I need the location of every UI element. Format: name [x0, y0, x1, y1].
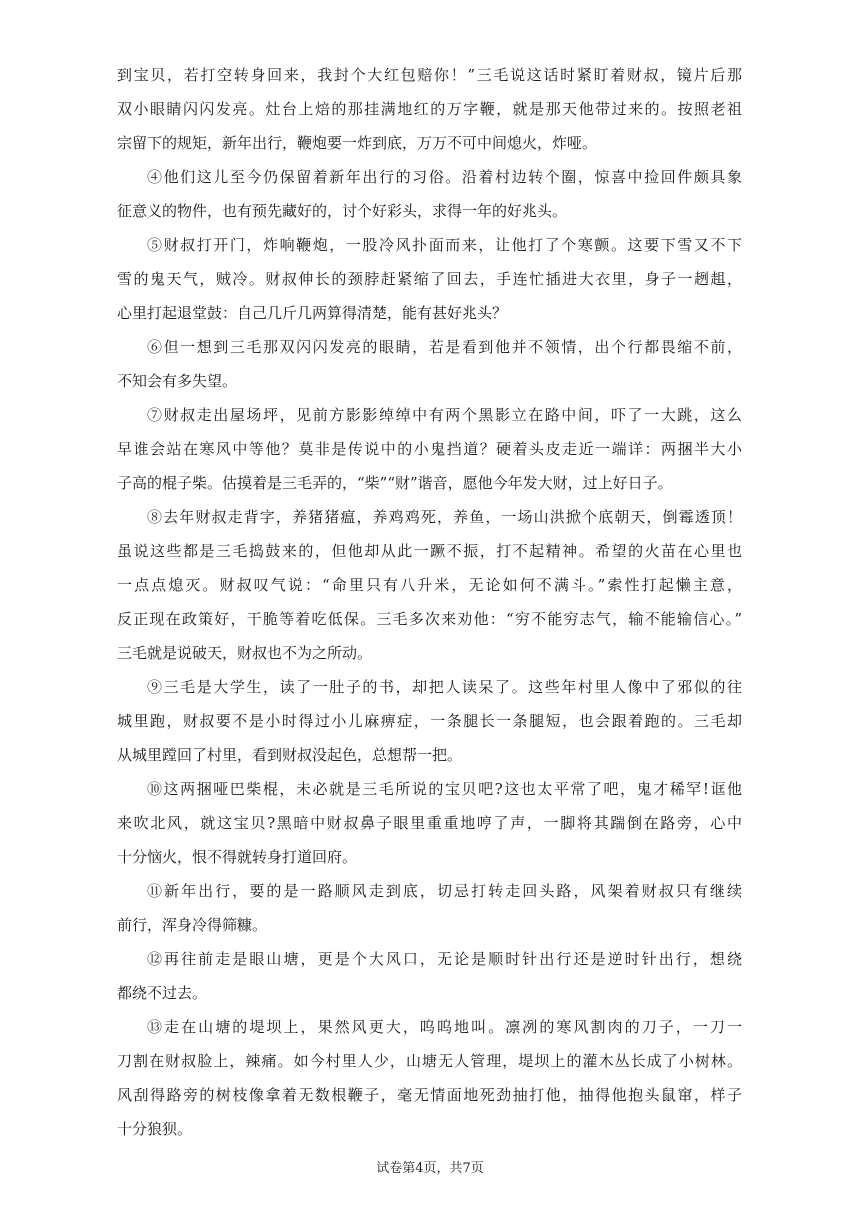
- text-line: 虽说这些都是三毛捣鼓来的，但他却从此一蹶不振，打不起精神。希望的火苗在心里也: [117, 542, 742, 560]
- paragraph: [117, 874, 742, 942]
- text-line: 三毛就是说破天，财叔也不为之所动。: [117, 644, 373, 662]
- paragraph: [117, 228, 742, 330]
- text-line: 宗留下的规矩，新年出行，鞭炮要一炸到底，万万不可中间熄火，炸哑。: [117, 134, 598, 152]
- text-line: ⑤财叔打开门，炸响鞭炮，一股冷风扑面而来，让他打了个寒颤。这要下雪又不下: [147, 236, 742, 254]
- text-line: ⑫再往前走是眼山塘，更是个大风口，无论是顺时针出行还是逆时针出行，想绕: [147, 950, 742, 968]
- text-line: 从城里蹚回了村里，看到财叔没起色，总想帮一把。: [117, 746, 463, 764]
- text-line: 十分狼狈。: [117, 1120, 193, 1138]
- text-line: 到宝贝，若打空转身回来，我封个大红包赔你！”三毛说这话时紧盯着财叔，镜片后那: [117, 66, 742, 84]
- text-line: 风刮得路旁的树枝像拿着无数根鞭子，毫无情面地死劲抽打他，抽得他抱头鼠窜，样子: [117, 1086, 742, 1104]
- paragraph: [117, 772, 742, 874]
- text-line: 来吹北风，就这宝贝?黑暗中财叔鼻子眼里重重地哼了声，一脚将其踹倒在路旁，心中: [117, 814, 742, 832]
- text-line: 刀割在财叔脸上，辣痛。如今村里人少，山塘无人管理，堤坝上的灌木丛长成了小树林。: [117, 1052, 742, 1070]
- paragraph: [117, 330, 742, 398]
- text-line: ⑨三毛是大学生，读了一肚子的书，却把人读呆了。这些年村里人像中了邪似的往: [147, 678, 742, 696]
- paragraph: [117, 670, 742, 772]
- text-line: 城里跑，财叔要不是小时得过小儿麻痹症，一条腿长一条腿短，也会跟着跑的。三毛却: [117, 712, 742, 730]
- text-line: 前行，浑身冷得筛糠。: [117, 916, 268, 934]
- text-line: ⑩这两捆哑巴柴棍，未必就是三毛所说的宝贝吧?这也太平常了吧，鬼才稀罕!诓他: [147, 780, 742, 798]
- text-line: 子高的棍子柴。估摸着是三毛弄的，“柴”“财”谐音，愿他今年发大财，过上好日子。: [117, 474, 673, 492]
- text-line: 早谁会站在寒风中等他？莫非是传说中的小鬼挡道？硬着头皮走近一端详：两捆半大小: [117, 440, 742, 458]
- text-line: ⑧去年财叔走背字，养猪猪瘟，养鸡鸡死，养鱼，一场山洪掀个底朝天，倒霉透顶！: [147, 508, 742, 526]
- text-line: ⑬走在山塘的堤坝上，果然风更大，呜呜地叫。凛冽的寒风割肉的刀子，一刀一: [147, 1018, 742, 1036]
- paragraph: [117, 160, 742, 228]
- text-line: 双小眼睛闪闪发亮。灶台上焙的那挂满地红的万字鞭，就是那天他带过来的。按照老祖: [117, 100, 742, 118]
- text-line: 反正现在政策好，干脆等着吃低保。三毛多次来劝他：“穷不能穷志气，输不能输信心。”: [117, 610, 742, 628]
- text-line: 心里打起退堂鼓：自己几斤几两算得清楚，能有甚好兆头？: [117, 304, 508, 322]
- paragraph: [117, 398, 742, 500]
- text-line: 一点点熄灭。财叔叹气说：“命里只有八升米，无论如何不满斗。”索性打起懒主意，: [117, 576, 742, 594]
- text-line: 征意义的物件，也有预先藏好的，讨个好彩头，求得一年的好兆头。: [117, 202, 568, 220]
- paragraph: [117, 1010, 742, 1146]
- page-footer: 试卷第4页，共7页: [376, 1161, 484, 1176]
- text-line: ④他们这儿至今仍保留着新年出行的习俗。沿着村边转个圈，惊喜中捡回件颇具象: [147, 168, 742, 186]
- text-line: 十分恼火，恨不得就转身打道回府。: [117, 848, 358, 866]
- paragraph: [117, 58, 742, 160]
- paragraph: [117, 500, 742, 670]
- text-line: ⑥但一想到三毛那双闪闪发亮的眼睛，若是看到他并不领情，出个行都畏缩不前，: [147, 338, 742, 356]
- text-line: ⑦财叔走出屋场坪，见前方影影绰绰中有两个黑影立在路中间，吓了一大跳，这么: [147, 406, 742, 424]
- text-line: 不知会有多失望。: [117, 372, 238, 390]
- paragraph: [117, 942, 742, 1010]
- text-line: 雪的鬼天气，贼冷。财叔伸长的颈脖赶紧缩了回去，手连忙插进大衣里，身子一趔趄，: [117, 270, 742, 288]
- text-line: ⑪新年出行，要的是一路顺风走到底，切忌打转走回头路，风架着财叔只有继续: [147, 882, 742, 900]
- text-line: 都绕不过去。: [117, 984, 208, 1002]
- document-body: [117, 58, 742, 1146]
